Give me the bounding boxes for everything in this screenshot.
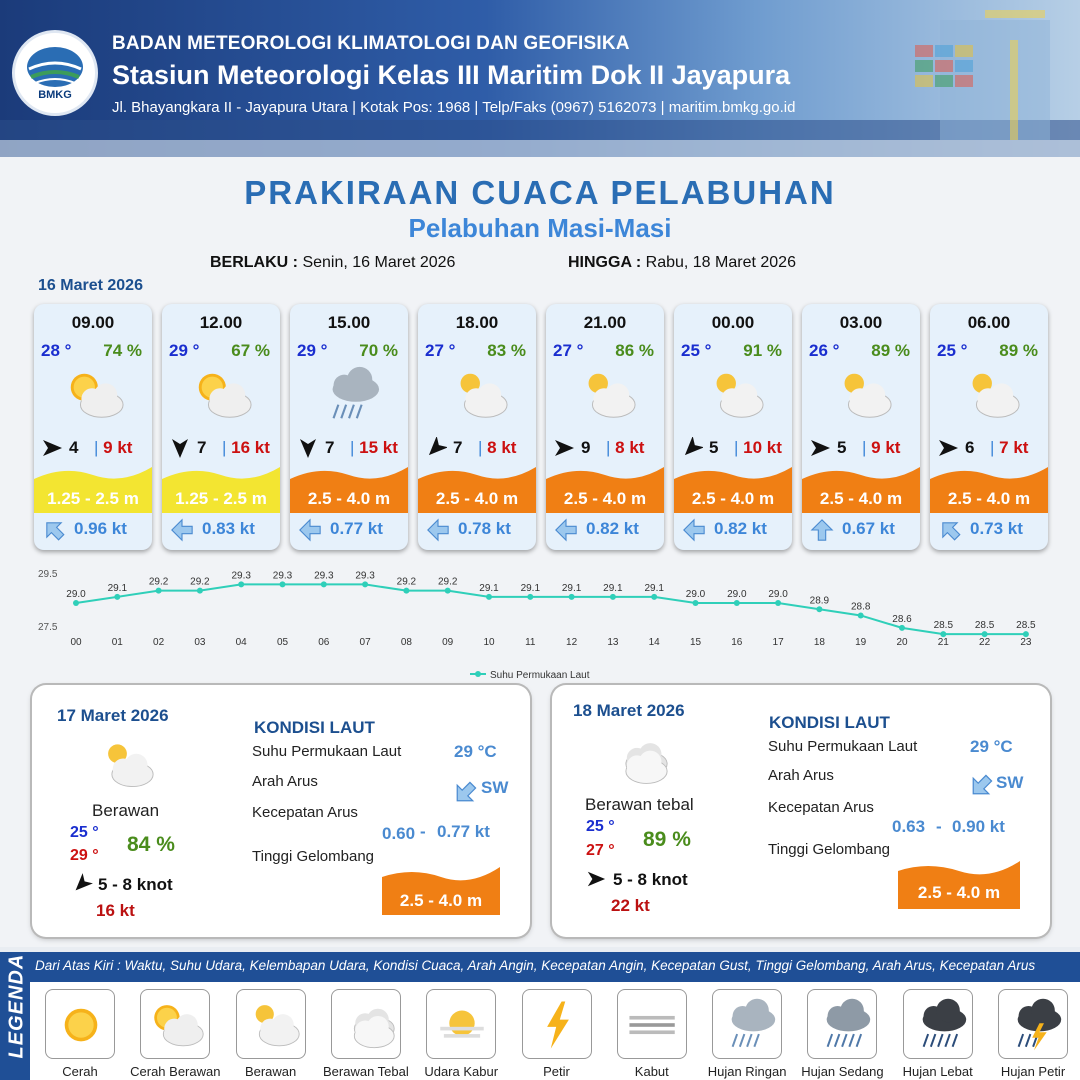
card-time: 21.00 xyxy=(583,313,627,332)
sst-point xyxy=(486,594,492,600)
day3-humidity: 89 % xyxy=(643,828,691,851)
x-tick-label: 21 xyxy=(937,637,949,648)
sst-data-label: 29.2 xyxy=(396,576,417,588)
valid-from-label: BERLAKU : xyxy=(210,254,298,271)
legend-item-label: Hujan Lebat xyxy=(902,1064,973,1079)
cerah-icon xyxy=(52,996,110,1054)
valid-to-value: Rabu, 18 Maret 2026 xyxy=(645,254,796,271)
sst-data-label: 29.0 xyxy=(66,589,86,601)
valid-to-label: HINGGA : xyxy=(568,254,642,271)
berawan-icon xyxy=(570,364,642,426)
card-wind-speed: 4 xyxy=(69,438,79,457)
legend-item-label: Berawan xyxy=(244,1064,297,1079)
sst-point xyxy=(569,594,575,600)
x-tick-label: 10 xyxy=(483,637,495,648)
sst-point xyxy=(445,588,451,594)
card-temp: 25 ° xyxy=(681,341,712,360)
sst-data-label: 29.0 xyxy=(768,589,788,601)
card-wave-height: 2.5 - 4.0 m xyxy=(435,489,519,508)
sst-data-label: 29.1 xyxy=(107,582,128,594)
legend-series-name: Suhu Permukaan Laut xyxy=(490,670,590,681)
day3-wind: 5 - 8 knot xyxy=(613,870,688,889)
sst-data-label: 28.8 xyxy=(850,601,871,613)
x-tick-label: 16 xyxy=(731,637,743,648)
sst-data-label: 29.3 xyxy=(355,570,375,582)
card-gust-value: 8 kt xyxy=(615,438,645,457)
hourly-card xyxy=(418,304,536,550)
day2-cur-speed-label: Kecepatan Arus xyxy=(252,804,358,821)
cerah-berawan-icon xyxy=(58,364,130,426)
sst-data-label: 29.2 xyxy=(190,576,210,588)
card-wind-speed: 7 xyxy=(453,438,463,457)
day3-gust: 22 kt xyxy=(611,896,650,915)
day2-cur-dir-label: Arah Arus xyxy=(252,773,318,790)
card-gust: | 10 kt xyxy=(734,438,782,457)
sst-series-line xyxy=(76,584,1026,634)
card-time: 06.00 xyxy=(967,313,1011,332)
legend-side-bar xyxy=(0,952,30,1080)
x-tick-label: 22 xyxy=(979,637,991,648)
sst-data-label: 28.5 xyxy=(974,620,995,632)
card-gust: | 9 kt xyxy=(94,438,133,457)
berawan-icon xyxy=(954,364,1026,426)
card-wave-height: 2.5 - 4.0 m xyxy=(947,489,1031,508)
current-direction-icon xyxy=(169,518,195,542)
card-gust: | 16 kt xyxy=(222,438,270,457)
x-tick-label: 11 xyxy=(525,637,536,648)
card-wind-speed: 7 xyxy=(197,438,207,457)
card-temp: 27 ° xyxy=(553,341,584,360)
hourly-card xyxy=(930,304,1048,550)
sst-point xyxy=(321,581,327,587)
valid-to xyxy=(568,254,796,272)
sst-point xyxy=(858,612,864,618)
card-gust: | 15 kt xyxy=(350,438,398,457)
card-current-speed: 0.96 kt xyxy=(74,519,127,538)
day3-wave-label: Tinggi Gelombang xyxy=(768,841,891,858)
sst-point xyxy=(156,588,162,594)
x-tick-label: 13 xyxy=(607,637,619,648)
hujan-petir-icon xyxy=(1005,996,1063,1054)
day2-sst: 29 °C xyxy=(454,742,497,761)
card-temp: 28 ° xyxy=(41,341,72,360)
wind-direction-icon xyxy=(586,869,606,889)
berawan-icon xyxy=(698,364,770,426)
legend-item xyxy=(426,989,496,1059)
card-gust-value: 9 kt xyxy=(103,438,133,457)
sst-data-label: 29.1 xyxy=(561,582,582,594)
legend-item-label: Hujan Sedang xyxy=(801,1064,884,1079)
card-gust: | 8 kt xyxy=(478,438,517,457)
day3-sst: 29 °C xyxy=(970,737,1013,756)
current-direction-icon xyxy=(968,773,994,799)
sst-data-label: 29.1 xyxy=(603,582,623,594)
card-wind-speed: 6 xyxy=(965,438,975,457)
day2-wave: 2.5 - 4.0 m xyxy=(399,891,483,910)
legend-item-label: Hujan Ringan xyxy=(707,1064,787,1079)
day3-sea-title: KONDISI LAUT xyxy=(769,713,890,732)
legend-item-label: Cerah Berawan xyxy=(130,1064,221,1079)
card-time: 18.00 xyxy=(455,313,499,332)
card-current-speed: 0.78 kt xyxy=(458,519,511,538)
sst-data-label: 28.5 xyxy=(933,620,954,632)
day3-tmax: 27 ° xyxy=(586,842,615,859)
card-current-speed: 0.67 kt xyxy=(842,519,895,538)
wind-direction-icon xyxy=(681,437,703,459)
station-address: Jl. Bhayangkara II - Jayapura Utara | Kotak Pos: 1968 | Telp/Faks (0967) 5162073 | maritim.bmkg.go.id xyxy=(112,99,796,116)
sst-point xyxy=(238,581,244,587)
legend-item xyxy=(45,989,115,1059)
legend-item xyxy=(331,989,401,1059)
berawan-icon xyxy=(90,735,160,795)
day3-panel xyxy=(552,685,1050,937)
hourly-card xyxy=(674,304,792,550)
legend-item-label: Petir xyxy=(543,1064,570,1079)
hujan-lebat-icon xyxy=(910,996,968,1054)
current-direction-icon xyxy=(297,518,323,542)
wind-direction-icon xyxy=(72,874,92,894)
card-wind-speed: 5 xyxy=(837,438,847,457)
wind-direction-icon xyxy=(553,437,575,459)
day2-cur-sep: - xyxy=(420,822,426,841)
day3-cur-dir-label: Arah Arus xyxy=(768,767,834,784)
sst-data-label: 29.3 xyxy=(314,570,334,582)
sst-data-label: 28.9 xyxy=(809,595,830,607)
hujan-ringan-icon xyxy=(314,364,386,426)
sst-data-label: 29.0 xyxy=(685,589,706,601)
hourly-card xyxy=(802,304,920,550)
day2-wind: 5 - 8 knot xyxy=(98,875,173,894)
sst-data-label: 28.5 xyxy=(1016,620,1036,632)
day2-humidity: 84 % xyxy=(127,833,175,856)
sst-data-label: 29.3 xyxy=(272,570,293,582)
card-time: 03.00 xyxy=(839,313,883,332)
y-tick-label: 27.5 xyxy=(38,622,58,633)
wind-direction-icon xyxy=(169,437,191,459)
x-tick-label: 03 xyxy=(194,637,206,648)
x-tick-label: 05 xyxy=(276,637,289,648)
day3-sst-label: Suhu Permukaan Laut xyxy=(768,738,918,755)
legend-item xyxy=(998,989,1068,1059)
card-current-speed: 0.77 kt xyxy=(330,519,383,538)
x-tick-label: 15 xyxy=(689,637,702,648)
sst-point xyxy=(651,594,657,600)
day3-date: 18 Maret 2026 xyxy=(573,701,685,720)
card-gust: | 8 kt xyxy=(606,438,645,457)
legend-item xyxy=(807,989,877,1059)
sst-point xyxy=(899,625,905,631)
card-current-speed: 0.82 kt xyxy=(586,519,639,538)
card-humidity: 91 % xyxy=(743,341,782,360)
day3-cur-max: 0.90 kt xyxy=(952,817,1005,836)
valid-from xyxy=(210,254,455,272)
kabut-icon xyxy=(624,996,682,1054)
card-current-speed: 0.82 kt xyxy=(714,519,767,538)
day2-cur-max: 0.77 kt xyxy=(437,822,490,841)
card-humidity: 67 % xyxy=(231,341,270,360)
day2-cur-min: 0.60 xyxy=(382,824,416,843)
card-wind-speed: 7 xyxy=(325,438,335,457)
current-direction-icon xyxy=(41,518,67,542)
legend-item-label: Berawan Tebal xyxy=(323,1064,409,1079)
x-tick-label: 01 xyxy=(111,637,123,648)
sst-point xyxy=(610,594,616,600)
wind-direction-icon xyxy=(297,437,319,459)
berawan-icon xyxy=(442,364,514,426)
sst-data-label: 29.1 xyxy=(479,582,499,594)
legend-description: Dari Atas Kiri : Waktu, Suhu Udara, Kelembapan Udara, Kondisi Cuaca, Arah Angin, Kecepatan Angin, Kecepatan Gust, Tinggi Gelombang, Arah Arus, Kecepatan Arus xyxy=(30,952,1080,982)
legend-marker xyxy=(475,671,481,677)
x-tick-label: 00 xyxy=(70,637,82,648)
legend-item xyxy=(712,989,782,1059)
legend-item xyxy=(140,989,210,1059)
card-gust: | 9 kt xyxy=(862,438,901,457)
sst-point xyxy=(362,581,368,587)
card-wave-height: 2.5 - 4.0 m xyxy=(691,489,775,508)
x-tick-label: 19 xyxy=(855,637,867,648)
day2-panel xyxy=(32,685,530,937)
x-tick-label: 09 xyxy=(442,637,454,648)
card-wave-height: 2.5 - 4.0 m xyxy=(819,489,903,508)
day2-tmin: 25 ° xyxy=(70,824,99,841)
cerah-berawan-icon xyxy=(186,364,258,426)
sst-data-label: 29.3 xyxy=(231,570,251,582)
x-tick-label: 07 xyxy=(359,637,371,648)
x-tick-label: 06 xyxy=(318,637,330,648)
hujan-ringan-icon xyxy=(719,996,777,1054)
card-gust: | 7 kt xyxy=(990,438,1029,457)
sst-point xyxy=(403,588,409,594)
sst-point xyxy=(73,600,79,606)
day3-cur-dir: SW xyxy=(996,773,1024,792)
berawan-tebal-icon xyxy=(338,996,396,1054)
card-wave-height: 1.25 - 2.5 m xyxy=(175,489,267,508)
current-direction-icon xyxy=(809,518,835,542)
day1-date: 16 Maret 2026 xyxy=(38,277,143,294)
wind-direction-icon xyxy=(425,437,447,459)
hourly-card xyxy=(34,304,152,550)
card-time: 12.00 xyxy=(199,313,243,332)
sst-data-label: 29.1 xyxy=(644,582,664,594)
current-direction-icon xyxy=(937,518,963,542)
station-name: Stasiun Meteorologi Kelas III Maritim Dok II Jayapura xyxy=(112,60,791,90)
x-tick-label: 12 xyxy=(566,637,578,648)
card-humidity: 86 % xyxy=(615,341,654,360)
sst-point xyxy=(734,600,740,606)
x-tick-label: 23 xyxy=(1020,637,1032,648)
day3-cur-speed-label: Kecepatan Arus xyxy=(768,799,874,816)
card-humidity: 83 % xyxy=(487,341,526,360)
card-gust-value: 8 kt xyxy=(487,438,517,457)
hourly-card xyxy=(290,304,408,550)
day3-cur-sep: - xyxy=(936,817,942,836)
card-temp: 29 ° xyxy=(297,341,328,360)
card-wind-speed: 5 xyxy=(709,438,719,457)
card-temp: 25 ° xyxy=(937,341,968,360)
current-direction-icon xyxy=(425,518,451,542)
day2-date: 17 Maret 2026 xyxy=(57,706,169,725)
sst-line-chart xyxy=(30,560,1050,688)
udara-kabur-icon xyxy=(433,996,491,1054)
page-title: PRAKIRAAN CUACA PELABUHAN xyxy=(244,174,836,211)
current-direction-icon xyxy=(681,518,707,542)
card-time: 00.00 xyxy=(711,313,755,332)
card-time: 15.00 xyxy=(327,313,371,332)
sst-data-label: 29.0 xyxy=(727,589,747,601)
sst-point xyxy=(114,594,120,600)
x-tick-label: 02 xyxy=(153,637,165,648)
card-humidity: 89 % xyxy=(871,341,910,360)
card-gust-value: 16 kt xyxy=(231,438,270,457)
petir-icon xyxy=(529,996,587,1054)
wind-direction-icon xyxy=(809,437,831,459)
day2-gust: 16 kt xyxy=(96,901,135,920)
card-gust-value: 10 kt xyxy=(743,438,782,457)
legend-item xyxy=(236,989,306,1059)
day3-cur-min: 0.63 xyxy=(892,817,926,836)
card-humidity: 74 % xyxy=(103,341,142,360)
berawan-icon xyxy=(243,996,301,1054)
sst-point xyxy=(693,600,699,606)
wind-direction-icon xyxy=(937,437,959,459)
card-time: 09.00 xyxy=(71,313,115,332)
current-direction-icon xyxy=(452,780,478,806)
legend-item-label: Cerah xyxy=(62,1064,98,1079)
day2-sst-label: Suhu Permukaan Laut xyxy=(252,743,402,760)
x-tick-label: 17 xyxy=(772,637,784,648)
header-banner xyxy=(0,0,1080,157)
card-temp: 27 ° xyxy=(425,341,456,360)
card-wave-height: 2.5 - 4.0 m xyxy=(563,489,647,508)
day2-condition: Berawan xyxy=(92,801,160,820)
hourly-card xyxy=(162,304,280,550)
hourly-card xyxy=(546,304,664,550)
hujan-sedang-icon xyxy=(814,996,872,1054)
page-subtitle: Pelabuhan Masi-Masi xyxy=(408,213,672,243)
logo-text: BMKG xyxy=(38,89,72,101)
legend-item xyxy=(903,989,973,1059)
legend-side-label: LEGENDA xyxy=(5,953,28,1059)
sst-point xyxy=(197,588,203,594)
card-temp: 29 ° xyxy=(169,341,200,360)
card-humidity: 70 % xyxy=(359,341,398,360)
bmkg-logo xyxy=(12,30,98,116)
day2-tmax: 29 ° xyxy=(70,847,99,864)
day3-wave: 2.5 - 4.0 m xyxy=(917,883,1001,902)
card-wave-height: 1.25 - 2.5 m xyxy=(47,489,139,508)
card-wave-height: 2.5 - 4.0 m xyxy=(307,489,391,508)
sst-point xyxy=(775,600,781,606)
wind-direction-icon xyxy=(41,437,63,459)
sst-data-label: 29.2 xyxy=(437,576,458,588)
card-gust-value: 15 kt xyxy=(359,438,398,457)
agency-name: BADAN METEOROLOGI KLIMATOLOGI DAN GEOFISIKA xyxy=(112,33,630,54)
card-gust-value: 7 kt xyxy=(999,438,1029,457)
card-gust-value: 9 kt xyxy=(871,438,901,457)
x-tick-label: 20 xyxy=(896,637,908,648)
berawan-tebal-icon xyxy=(604,730,674,790)
x-tick-label: 14 xyxy=(648,637,660,648)
cerah-berawan-icon xyxy=(147,996,205,1054)
x-tick-label: 08 xyxy=(400,637,412,648)
y-tick-label: 29.5 xyxy=(38,569,58,580)
sst-point xyxy=(816,606,822,612)
day3-condition: Berawan tebal xyxy=(585,795,694,814)
card-current-speed: 0.83 kt xyxy=(202,519,255,538)
legend-item xyxy=(617,989,687,1059)
card-current-speed: 0.73 kt xyxy=(970,519,1023,538)
card-wind-speed: 9 xyxy=(581,438,591,457)
sst-point xyxy=(527,594,533,600)
valid-from-value: Senin, 16 Maret 2026 xyxy=(302,254,456,271)
day2-cur-dir: SW xyxy=(481,778,509,797)
legend-item-label: Kabut xyxy=(634,1064,669,1079)
card-temp: 26 ° xyxy=(809,341,840,360)
berawan-icon xyxy=(826,364,898,426)
legend-item-label: Udara Kabur xyxy=(424,1064,499,1079)
sst-data-label: 29.2 xyxy=(148,576,169,588)
legend-item-label: Hujan Petir xyxy=(1000,1064,1066,1079)
day2-sea-title: KONDISI LAUT xyxy=(254,718,375,737)
sst-data-label: 28.6 xyxy=(892,613,912,625)
x-tick-label: 18 xyxy=(813,637,825,648)
x-tick-label: 04 xyxy=(235,637,247,648)
day3-tmin: 25 ° xyxy=(586,818,615,835)
day2-wave-label: Tinggi Gelombang xyxy=(252,848,375,865)
current-direction-icon xyxy=(553,518,579,542)
sst-data-label: 29.1 xyxy=(520,582,541,594)
card-humidity: 89 % xyxy=(999,341,1038,360)
legend-item xyxy=(522,989,592,1059)
sst-point xyxy=(280,581,286,587)
